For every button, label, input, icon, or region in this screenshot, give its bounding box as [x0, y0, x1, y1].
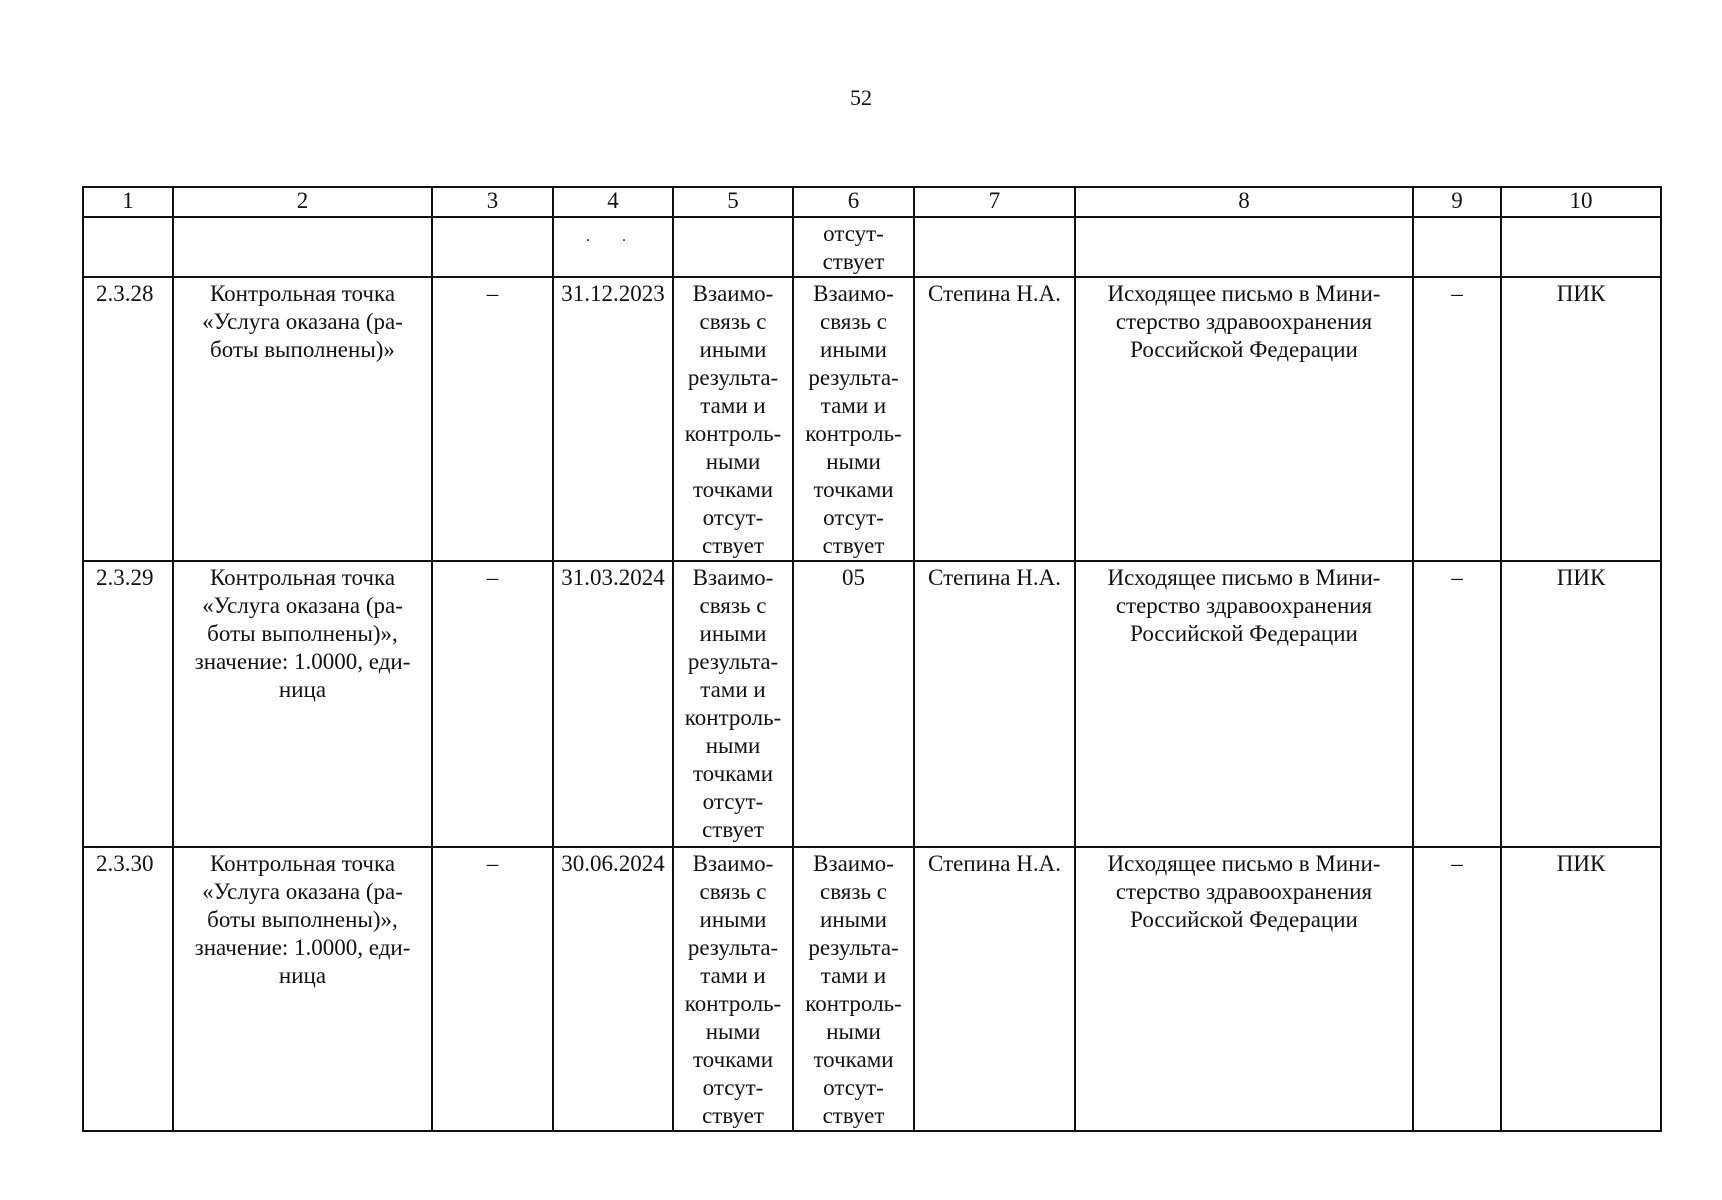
cell-line: иными — [699, 337, 767, 362]
cell-line: точками — [813, 1047, 894, 1072]
table-cell — [793, 561, 914, 847]
row-number — [83, 561, 173, 847]
cell-line: Степина Н.А. — [928, 281, 1061, 306]
table-cell — [793, 277, 914, 561]
responsible-person — [914, 561, 1075, 847]
cell-line: Степина Н.А. — [928, 851, 1061, 876]
cell-line: «Услуга оказана (ра- — [202, 879, 403, 904]
responsible-person — [914, 277, 1075, 561]
cell-line: ница — [278, 677, 327, 702]
row-number — [83, 277, 173, 561]
cell-line: – — [1451, 565, 1463, 590]
page-number: 52 — [850, 85, 872, 110]
cell-line: ствует — [702, 817, 764, 842]
document-type — [1075, 561, 1413, 847]
cell-line: результа- — [808, 365, 899, 390]
cell-line: Российской Федерации — [1130, 337, 1358, 362]
cell-line: отсут- — [823, 505, 884, 530]
cell-line: Контрольная точка — [209, 851, 396, 876]
cell-line: ными — [705, 449, 761, 474]
table-cell — [1413, 277, 1501, 561]
table-cell — [793, 217, 914, 277]
cell-line: 2.3.28 — [96, 281, 154, 306]
cell-line: Взаимо- — [813, 281, 894, 306]
control-point-name — [173, 561, 432, 847]
cell-line: Взаимо- — [692, 281, 774, 306]
document-type — [1075, 277, 1413, 561]
cell-line: – — [1451, 851, 1463, 876]
table-cell — [553, 217, 673, 277]
table-cell — [1501, 847, 1661, 1131]
column-header: 9 — [1413, 187, 1501, 217]
cell-line: контроль- — [684, 421, 782, 446]
table-cell — [1501, 561, 1661, 847]
column-header: 10 — [1501, 187, 1661, 217]
cell-line: отсут- — [823, 221, 884, 246]
table-cell — [1413, 561, 1501, 847]
cell-line: ными — [826, 1019, 881, 1044]
cell-line: ПИК — [1556, 851, 1606, 876]
cell-line: Исходящее письмо в Мини- — [1107, 565, 1381, 590]
cell-line: связь с — [699, 879, 767, 904]
cell-line: результа- — [687, 935, 779, 960]
cell-line: 31.03.2024 — [561, 565, 665, 590]
table-cell — [673, 561, 793, 847]
cell-line: тами и — [700, 393, 766, 418]
cell-line: Взаимо- — [692, 565, 774, 590]
column-header: 1 — [83, 187, 173, 217]
cell-line: Российской Федерации — [1130, 907, 1358, 932]
cell-line: ПИК — [1556, 281, 1606, 306]
table-cell — [673, 217, 793, 277]
cell-line: «Услуга оказана (ра- — [202, 309, 403, 334]
cell-line: Исходящее письмо в Мини- — [1107, 851, 1381, 876]
table-row — [83, 277, 1661, 561]
column-header: 5 — [673, 187, 793, 217]
date-cell — [553, 277, 673, 561]
cell-line: ПИК — [1556, 565, 1606, 590]
table-cell — [1075, 217, 1413, 277]
cell-line: стерство здравоохранения — [1115, 879, 1373, 904]
cell-line: иными — [699, 907, 767, 932]
cell-line: стерство здравоохранения — [1115, 309, 1373, 334]
cell-line: результа- — [808, 935, 899, 960]
table-cell — [83, 217, 173, 277]
table-cell — [1501, 217, 1661, 277]
cell-line: точками — [692, 1047, 774, 1072]
control-point-name — [173, 847, 432, 1131]
table-cell — [432, 561, 553, 847]
column-header: 2 — [173, 187, 432, 217]
cell-line: 2.3.29 — [96, 565, 154, 590]
cell-line: – — [1451, 281, 1463, 306]
date-cell — [553, 847, 673, 1131]
cell-line: контроль- — [805, 991, 902, 1016]
cell-line: точками — [692, 761, 774, 786]
cell-line: Взаимо- — [813, 851, 894, 876]
date-cell — [553, 561, 673, 847]
control-points-table — [82, 186, 1662, 1132]
cell-line: тами и — [820, 963, 887, 988]
cell-line: ными — [826, 449, 881, 474]
control-point-name — [173, 277, 432, 561]
cell-line: отсут- — [702, 789, 764, 814]
table-cell — [1413, 217, 1501, 277]
cell-line: ствует — [822, 249, 885, 274]
cell-line: боты выполнены)», — [207, 621, 398, 646]
cell-line: отсут- — [823, 1075, 884, 1100]
cell-line: контроль- — [684, 991, 782, 1016]
table-cell — [432, 847, 553, 1131]
cell-line: боты выполнены)», — [207, 907, 398, 932]
cell-line: боты выполнены)» — [210, 337, 395, 362]
cell-line: связь с — [820, 879, 887, 904]
document-type — [1075, 847, 1413, 1131]
cell-line: иными — [820, 907, 887, 932]
cell-line: Степина Н.А. — [928, 565, 1061, 590]
cell-line: связь с — [699, 309, 767, 334]
cell-line: Контрольная точка — [209, 281, 396, 306]
cell-line: стерство здравоохранения — [1115, 593, 1373, 618]
column-header: 4 — [553, 187, 673, 217]
table-cell — [173, 217, 432, 277]
cell-line: ными — [705, 1019, 761, 1044]
cell-line: ствует — [702, 533, 764, 558]
cell-line: контроль- — [805, 421, 902, 446]
cell-line: 31.12.2023 — [561, 281, 665, 306]
cell-line: – — [486, 281, 499, 306]
column-header: 3 — [432, 187, 553, 217]
column-header: 8 — [1075, 187, 1413, 217]
table-cell — [673, 847, 793, 1131]
cell-line: тами и — [700, 963, 766, 988]
table-cell — [432, 277, 553, 561]
cell-line: 05 — [842, 565, 865, 590]
table-cell — [914, 217, 1075, 277]
table-cell — [1413, 847, 1501, 1131]
header-row — [83, 187, 1661, 217]
column-header: 7 — [914, 187, 1075, 217]
cell-line: ствует — [702, 1103, 764, 1128]
table-cell — [793, 847, 914, 1131]
cell-line: 2.3.30 — [96, 851, 154, 876]
cell-line: точками — [692, 477, 774, 502]
cell-line: – — [486, 565, 499, 590]
table-cell — [432, 217, 553, 277]
cell-line: отсут- — [702, 1075, 764, 1100]
cell-line: связь с — [820, 309, 887, 334]
table-row — [83, 847, 1661, 1131]
cell-line: результа- — [687, 365, 779, 390]
table-row — [83, 561, 1661, 847]
cell-line: ными — [705, 733, 761, 758]
cell-line: ствует — [822, 533, 885, 558]
responsible-person — [914, 847, 1075, 1131]
column-header: 6 — [793, 187, 914, 217]
cell-line: «Услуга оказана (ра- — [202, 593, 403, 618]
cell-line: иными — [820, 337, 887, 362]
cell-line: Исходящее письмо в Мини- — [1107, 281, 1381, 306]
cell-line: ствует — [822, 1103, 885, 1128]
continuation-row — [83, 217, 1661, 277]
cell-line: результа- — [687, 649, 779, 674]
cell-line: контроль- — [684, 705, 782, 730]
cell-line: 30.06.2024 — [561, 851, 665, 876]
cell-line: значение: 1.0000, еди- — [194, 935, 411, 960]
cell-line: Взаимо- — [692, 851, 774, 876]
stray-marks: . . — [586, 228, 640, 245]
row-number — [83, 847, 173, 1131]
cell-line: – — [486, 851, 499, 876]
cell-line: иными — [699, 621, 767, 646]
cell-line: тами и — [820, 393, 887, 418]
cell-line: значение: 1.0000, еди- — [194, 649, 411, 674]
table-cell — [1501, 277, 1661, 561]
cell-line: связь с — [699, 593, 767, 618]
cell-line: отсут- — [702, 505, 764, 530]
cell-line: Российской Федерации — [1130, 621, 1358, 646]
cell-line: тами и — [700, 677, 766, 702]
cell-line: Контрольная точка — [209, 565, 396, 590]
cell-line: ница — [278, 963, 327, 988]
table-cell — [673, 277, 793, 561]
cell-line: точками — [813, 477, 894, 502]
